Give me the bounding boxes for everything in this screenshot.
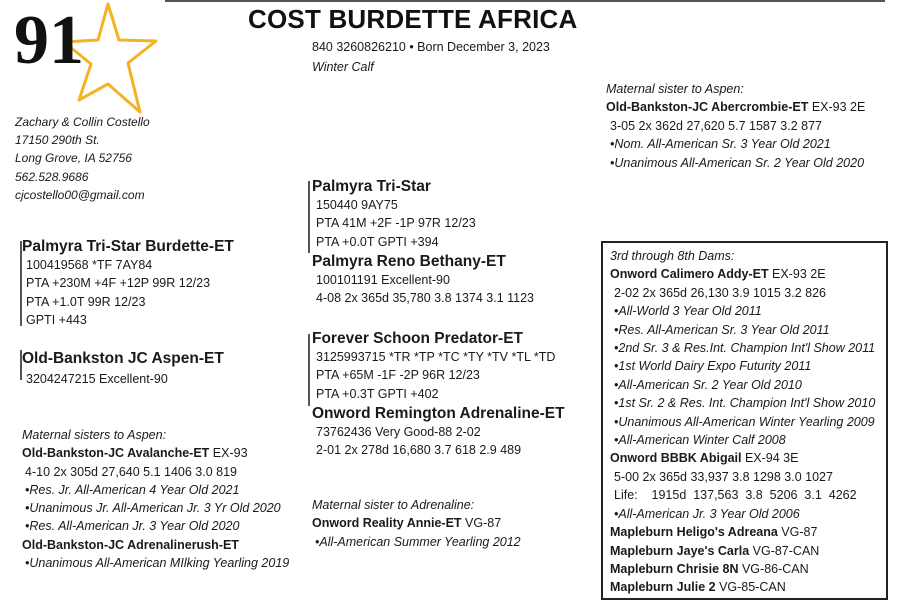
class-line: Winter Calf bbox=[312, 60, 374, 74]
dam-line: 3204247215 Excellent-90 bbox=[26, 372, 168, 386]
production-record: 5-00 2x 365d 33,937 3.8 1298 3.0 1027 bbox=[614, 469, 833, 484]
relative-name: Mapleburn Julie 2 bbox=[610, 580, 716, 595]
sire-sire-line: PTA 41M +2F -1P 97R 12/23 bbox=[316, 216, 476, 231]
dam-name: Old-Bankston JC Aspen-ET bbox=[22, 350, 224, 367]
relative-name: Old-Bankston-JC Adrenalinerush-ET bbox=[22, 537, 239, 552]
relative-name: Mapleburn Heligo's Adreana bbox=[610, 525, 778, 540]
relative-name: Mapleburn Chrisie 8N bbox=[610, 561, 739, 576]
dam-details bbox=[26, 370, 224, 388]
dam-sire-line: PTA +0.3T GPTI +402 bbox=[316, 386, 439, 401]
honor-line: •Res. All-American Jr. 3 Year Old 2020 bbox=[25, 519, 240, 534]
honor-line: •2nd Sr. 3 & Res.Int. Champion Int'l Show 2011 bbox=[614, 341, 876, 356]
lifetime-record: Life: 1915d 137,563 3.8 5206 3.1 4262 bbox=[614, 488, 857, 503]
dams-list bbox=[610, 247, 875, 597]
owner-email: cjcostello00@gmail.com bbox=[15, 187, 145, 202]
dam-sire-block bbox=[312, 329, 555, 403]
honor-line: •Nom. All-American Sr. 3 Year Old 2021 bbox=[610, 137, 831, 152]
dam-sire-name: Forever Schoon Predator-ET bbox=[312, 330, 524, 347]
relative-name: Old-Bankston-JC Avalanche-ET bbox=[22, 446, 210, 461]
sire-dam-line: 4-08 2x 365d 35,780 3.8 1374 3.1 1123 bbox=[316, 291, 535, 306]
sire-sire-name: Palmyra Tri-Star bbox=[312, 178, 431, 195]
production-record: 2-02 2x 365d 26,130 3.9 1015 3.2 826 bbox=[614, 285, 826, 300]
sire-dam-block bbox=[312, 252, 534, 308]
sire-line: 100419568 *TF 7AY84 bbox=[26, 258, 153, 272]
relative-name: Old-Bankston-JC Abercrombie-ET bbox=[606, 100, 809, 115]
sire-sire-line: PTA +0.0T GPTI +394 bbox=[316, 234, 439, 249]
dam-dam-details bbox=[316, 423, 565, 460]
dam-dam-name: Onword Remington Adrenaline-ET bbox=[312, 405, 565, 422]
honor-line: •Unanimous All-American Winter Yearling 2009 bbox=[614, 414, 875, 429]
aspen-sisters-block bbox=[22, 426, 289, 572]
dam-block bbox=[22, 349, 224, 388]
owner-city: Long Grove, IA 52756 bbox=[15, 151, 132, 166]
section-heading: Maternal sisters to Aspen: bbox=[22, 428, 167, 442]
honor-line: •All-American Sr. 2 Year Old 2010 bbox=[614, 377, 802, 392]
lot-number: 91 bbox=[14, 2, 84, 79]
sire-line: PTA +230M +4F +12P 99R 12/23 bbox=[26, 276, 211, 291]
honor-line: •All-American Winter Calf 2008 bbox=[614, 433, 786, 448]
dam-sire-details bbox=[316, 348, 555, 403]
sire-details bbox=[26, 256, 234, 330]
sire-name: Palmyra Tri-Star Burdette-ET bbox=[22, 238, 234, 255]
registration-line: 840 3260826210 • Born December 3, 2023 bbox=[312, 40, 550, 54]
relative-name: Onword BBBK Abigail bbox=[610, 451, 742, 466]
honor-line: •1st World Dairy Expo Futurity 2011 bbox=[614, 359, 812, 374]
aspen-sister-block bbox=[606, 80, 865, 172]
honor-line: •Res. Jr. All-American 4 Year Old 2021 bbox=[25, 482, 240, 497]
honor-line: •Res. All-American Sr. 3 Year Old 2011 bbox=[614, 322, 830, 337]
sire-sire-line: 150440 9AY75 bbox=[316, 198, 398, 212]
dam-dam-line: 73762436 Very Good-88 2-02 bbox=[316, 425, 481, 439]
owner-phone: 562.528.9686 bbox=[15, 169, 89, 184]
relative-name: Onword Calimero Addy-ET bbox=[610, 267, 769, 282]
owner-block bbox=[15, 113, 150, 204]
classification-score: VG-87-CAN bbox=[749, 543, 820, 558]
sire-dam-name: Palmyra Reno Bethany-ET bbox=[312, 253, 506, 270]
classification-score: EX-93 bbox=[209, 446, 248, 461]
dam-sire-bracket bbox=[308, 334, 310, 406]
dam-dam-block bbox=[312, 404, 565, 460]
relative-name: Onword Reality Annie-ET bbox=[312, 516, 462, 531]
production-record: 3-05 2x 362d 27,620 5.7 1587 3.2 877 bbox=[610, 118, 822, 133]
adrenaline-sister-block bbox=[312, 496, 521, 551]
sire-sire-bracket bbox=[308, 181, 310, 253]
sire-sire-details bbox=[316, 196, 476, 251]
honor-line: •Unanimous All-American Sr. 2 Year Old 2020 bbox=[610, 155, 865, 170]
header-rule bbox=[165, 0, 885, 2]
dams-box bbox=[601, 241, 888, 600]
section-heading: 3rd through 8th Dams: bbox=[610, 249, 735, 263]
honor-line: •All-World 3 Year Old 2011 bbox=[614, 304, 762, 319]
sire-dam-line: 100101191 Excellent-90 bbox=[316, 273, 450, 287]
classification-score: EX-93 2E bbox=[808, 100, 866, 115]
classification-score: VG-87 bbox=[777, 525, 818, 540]
classification-score: VG-85-CAN bbox=[715, 580, 786, 595]
relative-name: Mapleburn Jaye's Carla bbox=[610, 543, 750, 558]
honor-line: •1st Sr. 2 & Res. Int. Champion Int'l Show 2010 bbox=[614, 396, 876, 411]
classification-score: EX-94 3E bbox=[741, 451, 799, 466]
sire-block bbox=[22, 237, 234, 330]
owner-names: Zachary & Collin Costello bbox=[15, 115, 150, 129]
owner-street: 17150 290th St. bbox=[15, 133, 100, 148]
classification-score: EX-93 2E bbox=[768, 267, 826, 282]
honor-line: •All-American Summer Yearling 2012 bbox=[315, 534, 521, 549]
sire-sire-block bbox=[312, 177, 476, 251]
sire-dam-details bbox=[316, 271, 534, 308]
classification-score: VG-86-CAN bbox=[738, 561, 809, 576]
honor-line: •Unanimous All-American MIlking Yearling 2019 bbox=[25, 556, 290, 571]
section-heading: Maternal sister to Aspen: bbox=[606, 82, 744, 96]
sire-line: PTA +1.0T 99R 12/23 bbox=[26, 294, 146, 309]
dam-sire-line: PTA +65M -1F -2P 96R 12/23 bbox=[316, 368, 480, 383]
animal-name: COST BURDETTE AFRICA bbox=[248, 4, 578, 34]
section-heading: Maternal sister to Adrenaline: bbox=[312, 498, 475, 512]
classification-score: VG-87 bbox=[461, 516, 502, 531]
honor-line: •All-American Jr. 3 Year Old 2006 bbox=[614, 506, 800, 521]
dam-dam-line: 2-01 2x 278d 16,680 3.7 618 2.9 489 bbox=[316, 443, 522, 458]
dam-sire-line: 3125993715 *TR *TP *TC *TY *TV *TL *TD bbox=[316, 350, 556, 364]
sire-line: GPTI +443 bbox=[26, 313, 87, 328]
production-record: 4-10 2x 305d 27,640 5.1 1406 3.0 819 bbox=[25, 464, 237, 479]
honor-line: •Unanimous Jr. All-American Jr. 3 Yr Old 2020 bbox=[25, 501, 281, 516]
